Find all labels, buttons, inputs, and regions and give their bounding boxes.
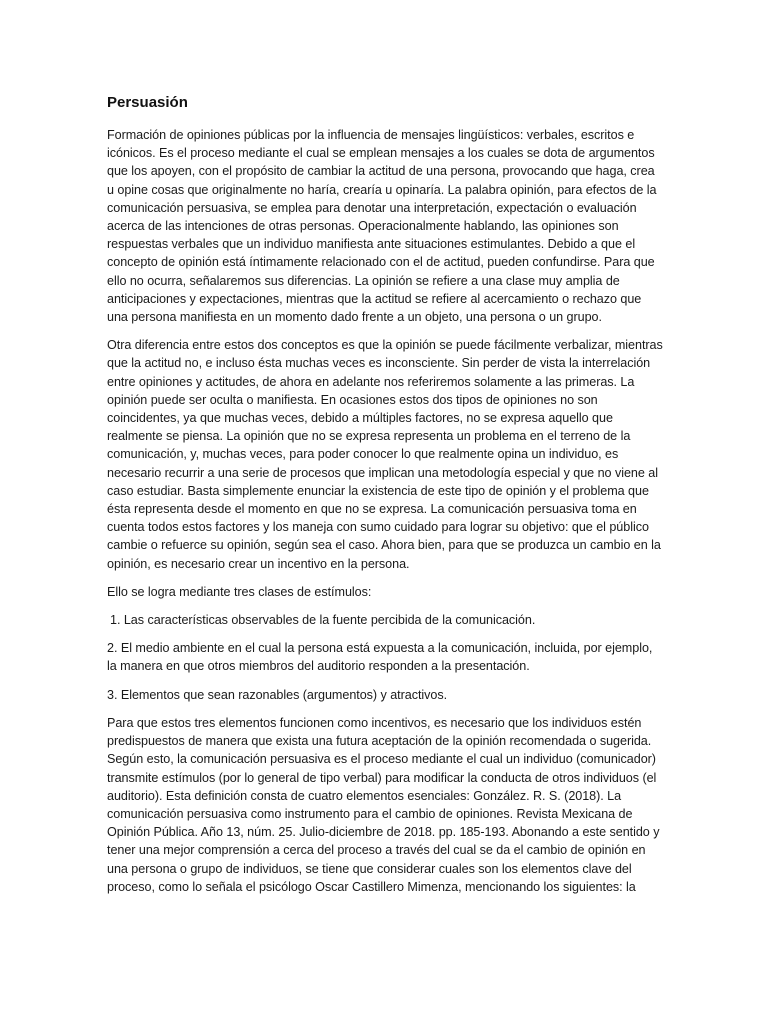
paragraph-differences: Otra diferencia entre estos dos conceptos es que la opinión se puede fácilmente verbalizar, mientras que la actitud no, e incluso ésta muchas veces es inconsciente. Sin perder de vista la interrelación entre opiniones y actitudes, de ahora en adelante nos referiremos solamente a las primeras. La opinión puede ser oculta o manifiesta. En ocasiones estos dos tipos de opiniones no son coincidentes, ya que muchas veces, debido a múltiples factores, no se expresa aquello que realmente se piensa. La opinión que no se expresa representa un problema en el terreno de la comunicación, y, muchas veces, para poder conocer lo que realmente opina un individuo, es necesario recurrir a una serie de procesos que implican una metodología especial y que no viene al caso estudiar. Basta simplemente enunciar la existencia de este tipo de opinión y el problema que ésta representa desde el momento en que no se expresa. La comunicación persuasiva toma en cuenta todos estos factores y los maneja con sumo cuidado para lograr su objetivo: que el público cambie o refuerce su opinión, según sea el caso. Ahora bien, para que se produzca un cambio en la opinión, es necesario crear un incentivo en la persona.	[107, 338, 663, 571]
paragraph-intro: Formación de opiniones públicas por la influencia de mensajes lingüísticos: verbales, escritos e icónicos. Es el proceso mediante el cual se emplean mensajes a los cuales se dota de argumentos que los apoyen, con el propósito de cambiar la actitud de una persona, provocando que haga, crea u opine cosas que originalmente no haría, crearía u opinaría. La palabra opinión, para efectos de la comunicación persuasiva, se emplea para denotar una interpretación, expectación o evaluación acerca de las intenciones de otras personas. Operacionalmente hablando, las opiniones son respuestas verbales que un individuo manifiesta ante situaciones estimulantes. Debido a que el concepto de opinión está íntimamente relacionado con el de actitud, pueden confundirse. Para que ello no ocurra, señalaremos sus diferencias. La opinión se refiere a una clase muy amplia de anticipaciones y expectaciones, mientras que la actitud se refiere al acercamiento o rechazo que una persona manifiesta en un momento dado frente a un objeto, una persona o un grupo.	[107, 128, 657, 325]
list-item: 1. Las características observables de la fuente percibida de la comunicación.	[110, 613, 536, 628]
list-item: 2. El medio ambiente en el cual la persona está expuesta a la comunicación, incluida, por ejemplo, la manera en que otros miembros del auditorio responden a la presentación.	[107, 641, 653, 674]
document-title: Persuasión	[107, 94, 188, 111]
paragraph-closing: Para que estos tres elementos funcionen como incentivos, es necesario que los individuos estén predispuestos de manera que exista una futura aceptación de la opinión recomendada o sugerida. Según esto, la comunicación persuasiva es el proceso mediante el cual un individuo (comunicador) transmite estímulos (por lo general de tipo verbal) para modificar la conducta de otros individuos (el auditorio). Esta definición consta de cuatro elementos esenciales: González. R. S. (2018). La comunicación persuasiva como instrumento para el cambio de opiniones. Revista Mexicana de Opinión Pública. Año 13, núm. 25. Julio-diciembre de 2018. pp. 185-193. Abonando a este sentido y tener una mejor comprensión a cerca del proceso a través del cual se da el cambio de opinión en una persona o grupo de individuos, se tiene que considerar cuales son los elementos clave del proceso, como lo señala el psicólogo Oscar Castillero Mimenza, mencionando los siguientes: la	[107, 715, 660, 894]
paragraph-stimuli-intro: Ello se logra mediante tres clases de estímulos:	[107, 584, 372, 599]
list-item: 3. Elementos que sean razonables (argumentos) y atractivos.	[107, 687, 448, 702]
